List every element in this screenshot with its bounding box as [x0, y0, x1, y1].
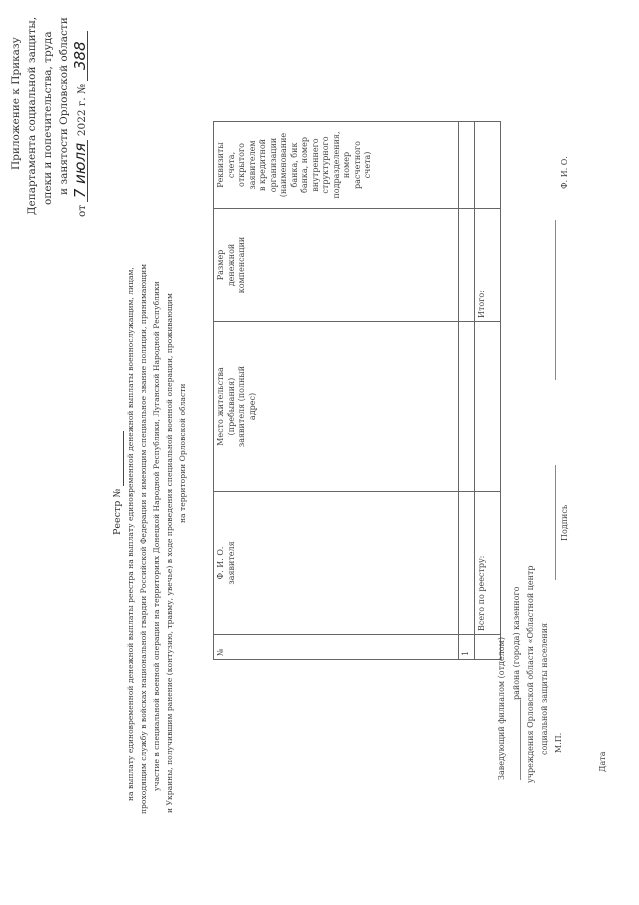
row-requisites-cell [459, 122, 475, 209]
annex-line-1: Приложение к Приказу [10, 37, 22, 170]
total-requisites-cell [474, 122, 500, 209]
signature-line-4: социальной защиты населения [540, 622, 549, 755]
row-amount-cell [459, 209, 475, 322]
annex-date-line [71, 31, 89, 217]
signature-line-1: Заведующий филиалом (отделом) [497, 637, 506, 780]
annex-date-handwritten: 7 июля [74, 140, 88, 202]
col-header-number: № [214, 635, 459, 660]
mp-label: М.П. [554, 732, 563, 753]
fio-line [555, 220, 556, 380]
col-header-fio: Ф. И. О. заявителя [214, 492, 459, 635]
podpis-label: Подпись [560, 504, 569, 541]
col-header-address: Место жительства (пребывания) заявителя (полный адрес) [214, 322, 459, 492]
row-number: 1 [459, 635, 475, 660]
col-header-requisites: Реквизиты счета, открытого заявителем в кредитной организации (наименование банка, бик банка, номер внутреннего структурного подразделения, номер расчетного счета) [214, 122, 459, 209]
registry-desc-1: на выплату единовременной денежной выплаты реестра на выплату единовременной денежной выплаты военнослужащим, лицам, [126, 267, 135, 801]
registry-number-blank [112, 431, 124, 486]
annex-line-4: и занятости Орловской области [58, 17, 70, 195]
annex-line-3: опеки и попечительства, труда [42, 31, 54, 205]
registry-table [213, 121, 501, 660]
fio-label: Ф. И. О. [560, 156, 569, 189]
registry-desc-3: участие в специальной военной операции на территориях Донецкой Народной Республики, Луганской Народной Республики [152, 281, 161, 791]
itogo-label: Итого: [474, 209, 500, 322]
annex-date-prefix: от [76, 204, 88, 217]
annex-line-2: Департамента социальной защиты, [26, 16, 38, 215]
col-header-amount: Размер денежной компенсации [214, 209, 459, 322]
annex-date-year: 2022 г. № [76, 84, 88, 137]
row-address-cell [459, 322, 475, 492]
total-address-cell [474, 322, 500, 492]
total-label: Всего по реестру: [474, 492, 500, 635]
signature-line-3: учреждения Орловской области «Областной центр [526, 565, 535, 783]
district-blank-line [520, 700, 521, 780]
podpis-line [555, 465, 556, 580]
registry-title-text: Реестр № [112, 488, 123, 535]
signature-line-2: района (города) казенного [512, 586, 521, 700]
table-header-row [214, 122, 459, 660]
date-label: Дата [598, 751, 607, 772]
registry-title [112, 431, 124, 535]
annex-number-handwritten: 388 [74, 31, 88, 81]
registry-desc-5: на территории Орловской области [178, 383, 187, 523]
table-row [459, 122, 475, 660]
row-fio-cell [459, 492, 475, 635]
registry-desc-2: проходящим службу в войсках национальной гвардии Российской Федерации и имеющим специальное звание полиции, принимающим [139, 263, 148, 814]
table-total-row [474, 122, 500, 660]
registry-desc-4: и Украины, получившим ранение (контузию, травму, увечье) в ходе проведения специальной военной операции, проживающим [165, 293, 174, 813]
